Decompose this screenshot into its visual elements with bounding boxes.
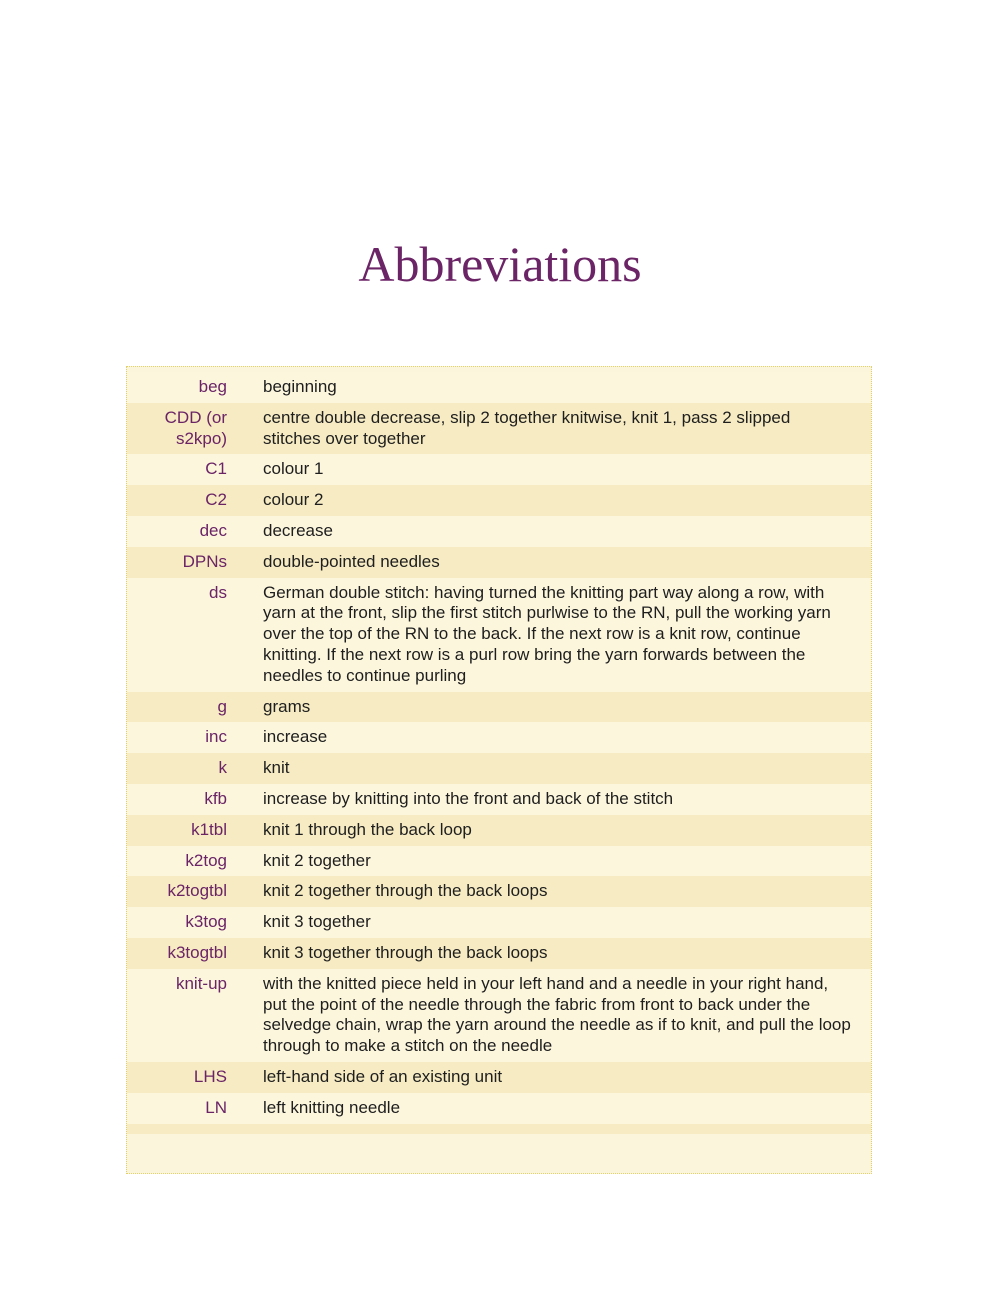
definition: German double stitch: having turned the knitting part way along a row, with yarn at the front, slip the first stitch purlwise to the RN, pull the working yarn over the top of the RN to the back. If the next row is a knit row, continue knitting. If the next row is a purl row bring the yarn forwards between the needles to continue purling xyxy=(263,582,831,685)
table-row xyxy=(127,454,871,485)
definition: beginning xyxy=(263,377,337,396)
definition: knit 2 together xyxy=(263,850,371,870)
abbreviation: inc xyxy=(205,727,227,747)
table-row xyxy=(127,1062,871,1093)
definition: knit 1 through the back loop xyxy=(263,819,472,839)
table-row xyxy=(127,1093,871,1124)
definition: with the knitted piece held in your left hand and a needle in your right hand, put the point of the needle through the fabric from front to back under the selvedge chain, wrap the yarn around the needle as if to knit, and pull the loop through to make a stitch on the needle xyxy=(263,973,851,1056)
table-row xyxy=(127,815,871,846)
table-row xyxy=(127,578,871,692)
abbreviation: CDD (or s2kpo) xyxy=(164,407,227,448)
definition: grams xyxy=(263,696,311,716)
abbreviation: g xyxy=(217,696,227,716)
table-row xyxy=(127,403,871,455)
abbreviation: LHS xyxy=(193,1066,227,1086)
definition: increase by knitting into the front and back of the stitch xyxy=(263,788,674,808)
definition: left knitting needle xyxy=(263,1097,401,1117)
page-title: Abbreviations xyxy=(358,236,642,292)
definition: knit xyxy=(263,758,290,778)
definition: knit 2 together through the back loops xyxy=(263,881,548,901)
definition: colour 2 xyxy=(263,490,324,510)
definition: decrease xyxy=(263,520,333,540)
definition: increase xyxy=(263,727,328,747)
table-row xyxy=(127,846,871,877)
abbreviation: knit-up xyxy=(175,973,227,993)
abbreviation: beg xyxy=(198,377,227,396)
abbreviation: k2tog xyxy=(185,850,227,870)
definition: colour 1 xyxy=(263,459,324,479)
abbreviation: DPNs xyxy=(182,551,227,571)
abbreviation: k2togtbl xyxy=(167,881,227,901)
table-row xyxy=(127,516,871,547)
table-row xyxy=(127,547,871,578)
definition: knit 3 together xyxy=(263,912,371,932)
table-footer-band xyxy=(127,1124,871,1134)
table-row xyxy=(127,692,871,723)
abbreviation: k3togtbl xyxy=(167,942,227,962)
abbreviation: LN xyxy=(205,1097,227,1117)
table-row xyxy=(127,907,871,938)
table-row xyxy=(127,876,871,907)
abbreviation: k3tog xyxy=(185,912,227,932)
abbreviation: ds xyxy=(209,582,227,602)
table-row xyxy=(127,753,871,784)
definition: double-pointed needles xyxy=(263,551,440,571)
table-row xyxy=(127,372,871,403)
table-row xyxy=(127,784,871,815)
abbreviation: kfb xyxy=(204,788,227,808)
table-row xyxy=(127,722,871,753)
abbreviation: dec xyxy=(199,520,227,540)
table-row xyxy=(127,969,871,1062)
definition: knit 3 together through the back loops xyxy=(263,942,548,962)
abbreviation: C1 xyxy=(205,459,227,479)
abbreviation: k xyxy=(218,758,227,778)
definition: centre double decrease, slip 2 together knitwise, knit 1, pass 2 slipped stitches over together xyxy=(263,407,791,448)
table-row xyxy=(127,938,871,969)
abbreviation: k1tbl xyxy=(191,819,227,839)
table-row xyxy=(127,485,871,516)
abbreviation: C2 xyxy=(205,490,227,510)
definition: left-hand side of an existing unit xyxy=(263,1066,503,1086)
abbreviations-table xyxy=(126,366,872,1174)
